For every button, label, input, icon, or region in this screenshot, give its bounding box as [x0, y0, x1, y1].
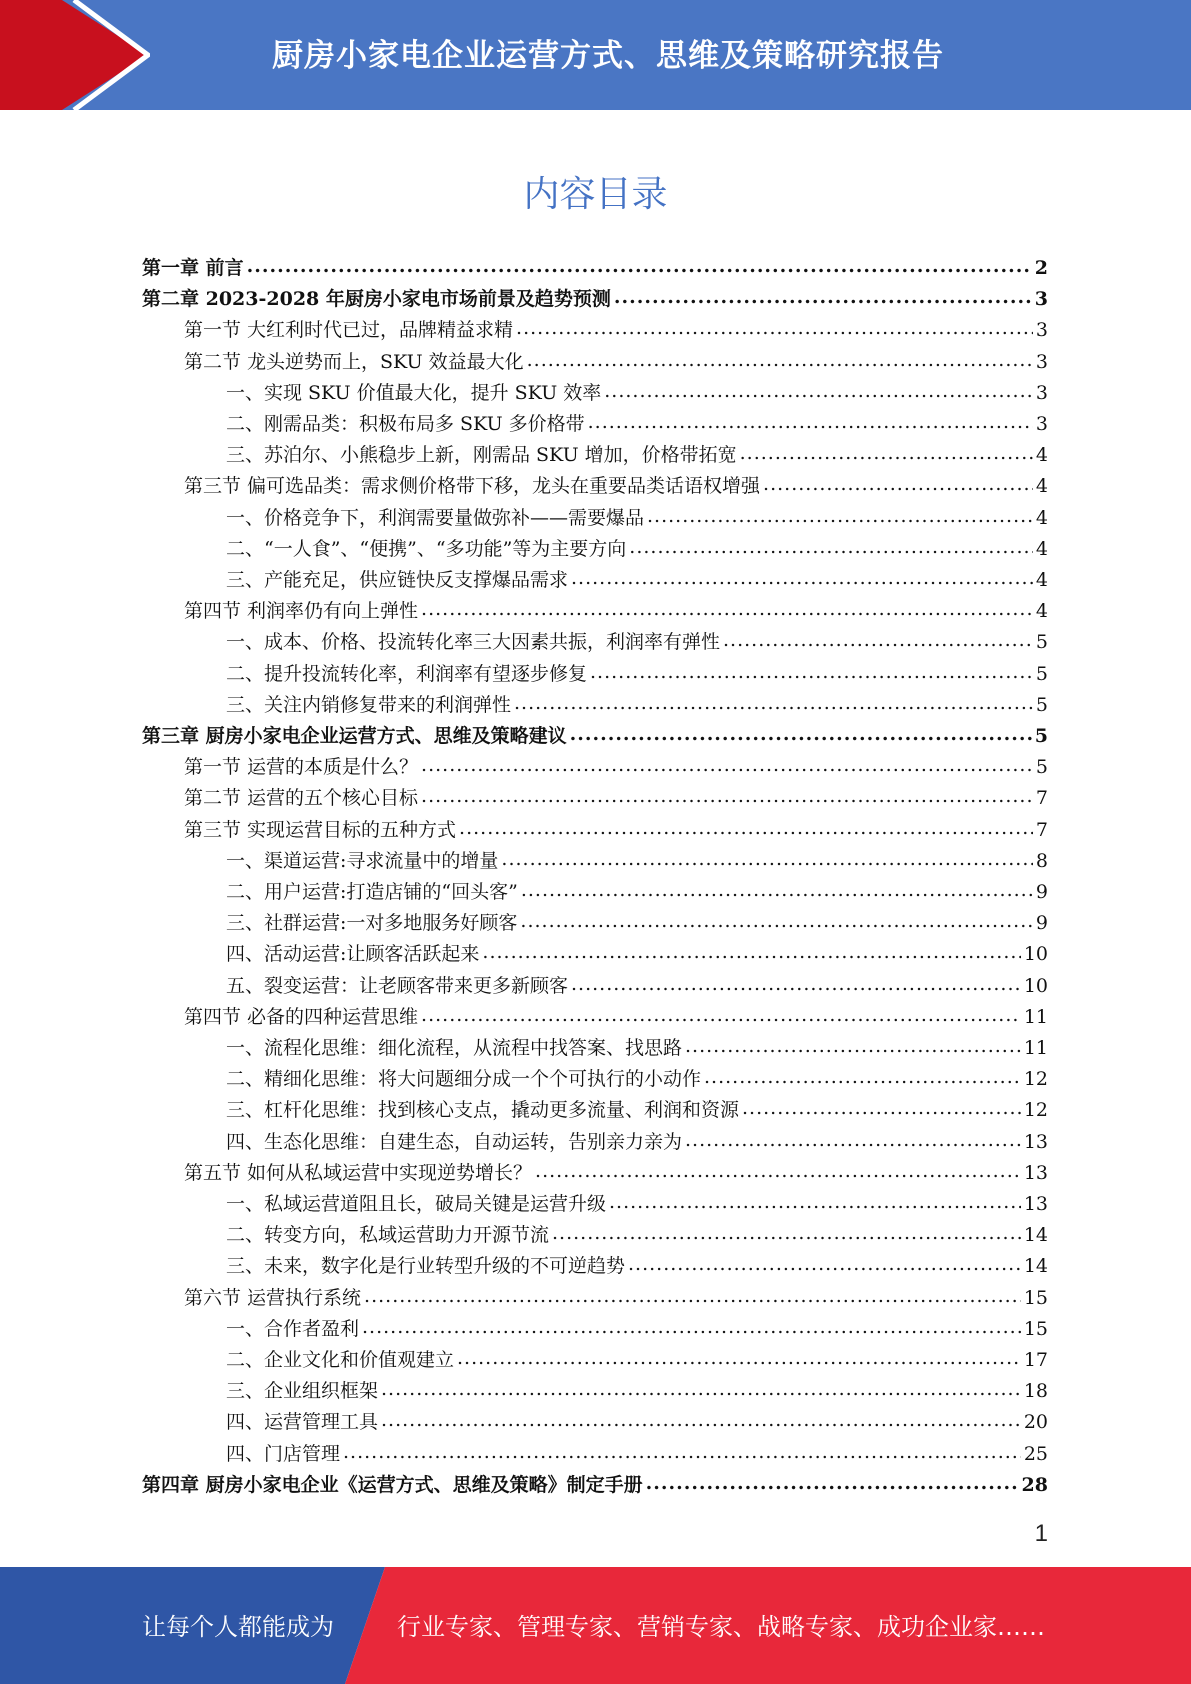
toc-entry[interactable] — [184, 783, 1048, 814]
toc-dot-leader — [723, 629, 1033, 651]
toc-entry-page: 13 — [1023, 1193, 1048, 1215]
toc-dot-leader — [685, 1129, 1021, 1151]
toc-entry[interactable] — [226, 1345, 1048, 1376]
toc-entry-page: 4 — [1035, 537, 1048, 560]
toc-entry[interactable] — [142, 721, 1048, 752]
toc-entry[interactable] — [226, 1095, 1048, 1126]
footer-banner — [0, 1567, 1191, 1684]
toc-entry[interactable] — [226, 1407, 1048, 1438]
toc-entry[interactable] — [226, 1220, 1048, 1251]
toc-entry[interactable] — [184, 752, 1048, 783]
toc-entry-title: 三、企业组织框架 — [226, 1380, 379, 1403]
toc-entry-title: 一、价格竞争下，利润需要量做弥补——需要爆品 — [226, 506, 645, 529]
toc-entry-title: 第一节 运营的本质是什么？ — [184, 756, 419, 779]
toc-dot-leader — [629, 536, 1033, 558]
toc-entry[interactable] — [184, 1283, 1048, 1314]
toc-entry-page: 3 — [1034, 288, 1048, 311]
toc-dot-leader — [501, 848, 1033, 870]
toc-dot-leader — [742, 1097, 1021, 1119]
report-header-banner — [0, 0, 1191, 110]
toc-entry-page: 28 — [1021, 1473, 1048, 1496]
toc-entry[interactable] — [226, 846, 1048, 877]
toc-entry-title: 三、未来，数字化是行业转型升级的不可逆趋势 — [226, 1255, 626, 1278]
toc-dot-leader — [628, 1253, 1021, 1275]
toc-dot-leader — [571, 567, 1033, 589]
toc-entry-page: 25 — [1023, 1442, 1048, 1465]
toc-entry[interactable] — [184, 471, 1048, 502]
toc-entry-page: 7 — [1035, 787, 1048, 810]
toc-entry-title: 一、实现 SKU 价值最大化，提升 SKU 效率 — [226, 381, 602, 404]
toc-dot-leader — [516, 317, 1033, 339]
footer-slogan-right: 行业专家、管理专家、营销专家、战略专家、成功企业家…… — [397, 1613, 1045, 1641]
toc-dot-leader — [571, 973, 1021, 995]
toc-entry-page: 13 — [1023, 1130, 1048, 1153]
toc-entry[interactable] — [226, 1376, 1048, 1407]
toc-dot-leader — [647, 505, 1033, 527]
toc-entry-page: 14 — [1023, 1224, 1048, 1247]
toc-entry[interactable] — [184, 596, 1048, 627]
toc-entry[interactable] — [226, 503, 1048, 534]
toc-entry-page: 11 — [1023, 1005, 1048, 1028]
report-title: 厨房小家电企业运营方式、思维及策略研究报告 — [272, 38, 944, 74]
red-arrow-wedge — [0, 0, 150, 110]
toc-entry-title: 一、成本、价格、投流转化率三大因素共振，利润率有弹性 — [226, 631, 721, 654]
toc-entry[interactable] — [226, 565, 1048, 596]
toc-entry-page: 12 — [1023, 1099, 1048, 1122]
toc-entry-title: 一、合作者盈利 — [226, 1317, 360, 1340]
toc-entry-page: 3 — [1035, 350, 1048, 373]
toc-entry-title: 第二节 运营的五个核心目标 — [184, 787, 419, 810]
toc-entry-page: 3 — [1035, 319, 1048, 342]
toc-entry-title: 一、私域运营道阻且长，破局关键是运营升级 — [226, 1193, 607, 1215]
page-number: 1 — [1034, 1520, 1048, 1547]
toc-entry-title: 第一节 大红利时代已过，品牌精益求精 — [184, 319, 514, 342]
toc-entry-title: 第一章 前言 — [142, 257, 244, 279]
toc-entry-page: 8 — [1035, 849, 1048, 872]
toc-entry-page: 3 — [1035, 381, 1048, 404]
toc-entry-title: 第三节 实现运营目标的五种方式 — [184, 818, 457, 841]
toc-entry[interactable] — [226, 939, 1048, 970]
toc-dot-leader — [520, 910, 1033, 932]
toc-entry[interactable] — [226, 690, 1048, 721]
toc-entry-title: 二、转变方向，私域运营助力开源节流 — [226, 1224, 550, 1247]
toc-dot-leader — [421, 754, 1033, 776]
toc-entry[interactable] — [226, 1064, 1048, 1095]
toc-dot-leader — [514, 692, 1033, 714]
toc-dot-leader — [459, 817, 1033, 839]
toc-entry[interactable] — [226, 1314, 1048, 1345]
toc-entry[interactable] — [226, 1439, 1048, 1470]
toc-dot-leader — [704, 1066, 1021, 1088]
toc-entry-page: 10 — [1023, 974, 1048, 997]
toc-entry[interactable] — [226, 409, 1048, 440]
toc-entry[interactable] — [184, 315, 1048, 346]
toc-dot-leader — [247, 255, 1032, 277]
toc-entry-page: 2 — [1034, 257, 1048, 279]
toc-entry-title: 三、关注内销修复带来的利润弹性 — [226, 693, 512, 716]
toc-entry-title: 二、提升投流转化率，利润率有望逐步修复 — [226, 662, 588, 685]
toc-entry-title: 一、渠道运营:寻求流量中的增量 — [226, 849, 499, 872]
toc-entry-page: 4 — [1035, 444, 1048, 467]
toc-entry-page: 17 — [1023, 1349, 1048, 1371]
toc-dot-leader — [552, 1222, 1021, 1244]
toc-entry-page: 10 — [1023, 943, 1048, 966]
toc-entry-title: 第二节 龙头逆势而上，SKU 效益最大化 — [184, 350, 524, 373]
toc-dot-leader — [740, 442, 1033, 464]
toc-entry-page: 12 — [1023, 1068, 1048, 1091]
toc-entry-title: 三、产能充足，供应链快反支撑爆品需求 — [226, 569, 569, 591]
toc-entry-title: 四、运营管理工具 — [226, 1411, 379, 1434]
toc-entry-title: 二、企业文化和价值观建立 — [226, 1349, 455, 1371]
toc-dot-leader — [421, 785, 1033, 807]
toc-entry-title: 二、刚需品类：积极布局多 SKU 多价格带 — [226, 413, 585, 435]
toc-entry-title: 二、“一人食”、“便携”、“多功能”等为主要方向 — [226, 537, 627, 560]
toc-entry-title: 第四节 必备的四种运营思维 — [184, 1005, 419, 1028]
toc-dot-leader — [604, 380, 1033, 402]
toc-entry-page: 4 — [1035, 506, 1048, 529]
toc-entry-page: 15 — [1023, 1286, 1048, 1309]
toc-entry[interactable] — [142, 284, 1048, 315]
toc-entry-title: 三、苏泊尔、小熊稳步上新，刚需品 SKU 增加，价格带拓宽 — [226, 444, 737, 467]
toc-entry[interactable] — [226, 1127, 1048, 1158]
toc-entry-title: 四、门店管理 — [226, 1442, 341, 1465]
toc-entry-title: 二、用户运营:打造店铺的“回头客” — [226, 881, 518, 903]
toc-dot-leader — [685, 1035, 1021, 1057]
toc-entry-page: 14 — [1023, 1255, 1048, 1278]
toc-entry[interactable] — [226, 440, 1048, 471]
toc-entry[interactable] — [226, 659, 1048, 690]
toc-dot-leader — [482, 941, 1020, 963]
toc-entry-page: 5 — [1034, 725, 1048, 747]
toc-entry-title: 一、流程化思维：细化流程，从流程中找答案、找思路 — [226, 1037, 683, 1059]
toc-entry-page: 18 — [1023, 1380, 1048, 1403]
toc-entry-page: 20 — [1023, 1411, 1048, 1434]
toc-dot-leader — [362, 1316, 1021, 1338]
toc-dot-leader — [614, 286, 1032, 308]
toc-dot-leader — [535, 1160, 1021, 1182]
toc-entry-title: 第三节 偏可选品类：需求侧价格带下移，龙头在重要品类话语权增强 — [184, 475, 761, 498]
toc-entry-title: 五、裂变运营：让老顾客带来更多新顾客 — [226, 974, 569, 997]
toc-heading: 内容目录 — [523, 174, 668, 215]
toc-entry-page: 4 — [1035, 569, 1048, 591]
toc-entry-page: 4 — [1035, 475, 1048, 498]
toc-entry[interactable] — [142, 253, 1048, 284]
toc-entry-page: 5 — [1035, 631, 1048, 654]
toc-dot-leader — [421, 598, 1033, 620]
toc-entry[interactable] — [226, 1033, 1048, 1064]
toc-entry-title: 第二章 2023-2028 年厨房小家电市场前景及趋势预测 — [142, 288, 611, 311]
toc-dot-leader — [521, 879, 1033, 901]
toc-entry[interactable] — [226, 1251, 1048, 1282]
toc-dot-leader — [381, 1378, 1021, 1400]
toc-entry[interactable] — [142, 1470, 1048, 1501]
toc-entry-title: 第四章 厨房小家电企业《运营方式、思维及策略》制定手册 — [142, 1473, 643, 1496]
toc-dot-leader — [343, 1441, 1021, 1463]
toc-entry[interactable] — [226, 627, 1048, 658]
toc-entry-title: 四、生态化思维：自建生态，自动运转，告别亲力亲为 — [226, 1130, 683, 1153]
toc-entry-title: 第三章 厨房小家电企业运营方式、思维及策略建议 — [142, 725, 567, 747]
toc-entry-title: 第五节 如何从私域运营中实现逆势增长？ — [184, 1161, 533, 1184]
toc-dot-leader — [364, 1285, 1021, 1307]
footer-slogan-left: 让每个人都能成为 — [142, 1613, 334, 1641]
toc-dot-leader — [381, 1409, 1021, 1431]
toc-entry[interactable] — [184, 1002, 1048, 1033]
toc-entry[interactable] — [226, 908, 1048, 939]
toc-entry-page: 11 — [1023, 1037, 1048, 1059]
toc-dot-leader — [763, 473, 1033, 495]
toc-entry-page: 9 — [1035, 881, 1048, 903]
toc-entry-page: 5 — [1035, 756, 1048, 779]
toc-dot-leader — [457, 1347, 1021, 1369]
toc-entry[interactable] — [226, 1189, 1048, 1220]
toc-entry-page: 3 — [1035, 413, 1048, 435]
toc-entry-page: 13 — [1023, 1161, 1048, 1184]
toc-dot-leader — [421, 1004, 1021, 1026]
toc-entry[interactable] — [226, 877, 1048, 908]
toc-dot-leader — [588, 411, 1033, 433]
toc-dot-leader — [646, 1472, 1019, 1494]
toc-entry-title: 三、杠杆化思维：找到核心支点，撬动更多流量、利润和资源 — [226, 1099, 740, 1122]
toc-dot-leader — [527, 349, 1033, 371]
toc-entry[interactable] — [226, 534, 1048, 565]
toc-entry-title: 四、活动运营:让顾客活跃起来 — [226, 943, 480, 966]
toc-entry-title: 第四节 利润率仍有向上弹性 — [184, 600, 419, 623]
toc-entry-page: 15 — [1023, 1317, 1048, 1340]
toc-dot-leader — [609, 1191, 1021, 1213]
toc-entry-page: 9 — [1035, 912, 1048, 935]
toc-entry-title: 三、社群运营:一对多地服务好顾客 — [226, 912, 518, 935]
toc-entry[interactable] — [226, 971, 1048, 1002]
toc-entry-title: 第六节 运营执行系统 — [184, 1286, 362, 1309]
toc-entry-page: 4 — [1035, 600, 1048, 623]
toc-entry[interactable] — [226, 378, 1048, 409]
toc-entry[interactable] — [184, 815, 1048, 846]
toc-entry-page: 5 — [1035, 662, 1048, 685]
toc-entry-title: 二、精细化思维：将大问题细分成一个个可执行的小动作 — [226, 1068, 702, 1091]
toc-dot-leader — [590, 661, 1033, 683]
toc-entry[interactable] — [184, 347, 1048, 378]
toc-entry[interactable] — [184, 1158, 1048, 1189]
toc-dot-leader — [570, 723, 1032, 745]
toc-entry-page: 5 — [1035, 693, 1048, 716]
toc-entry-page: 7 — [1035, 818, 1048, 841]
